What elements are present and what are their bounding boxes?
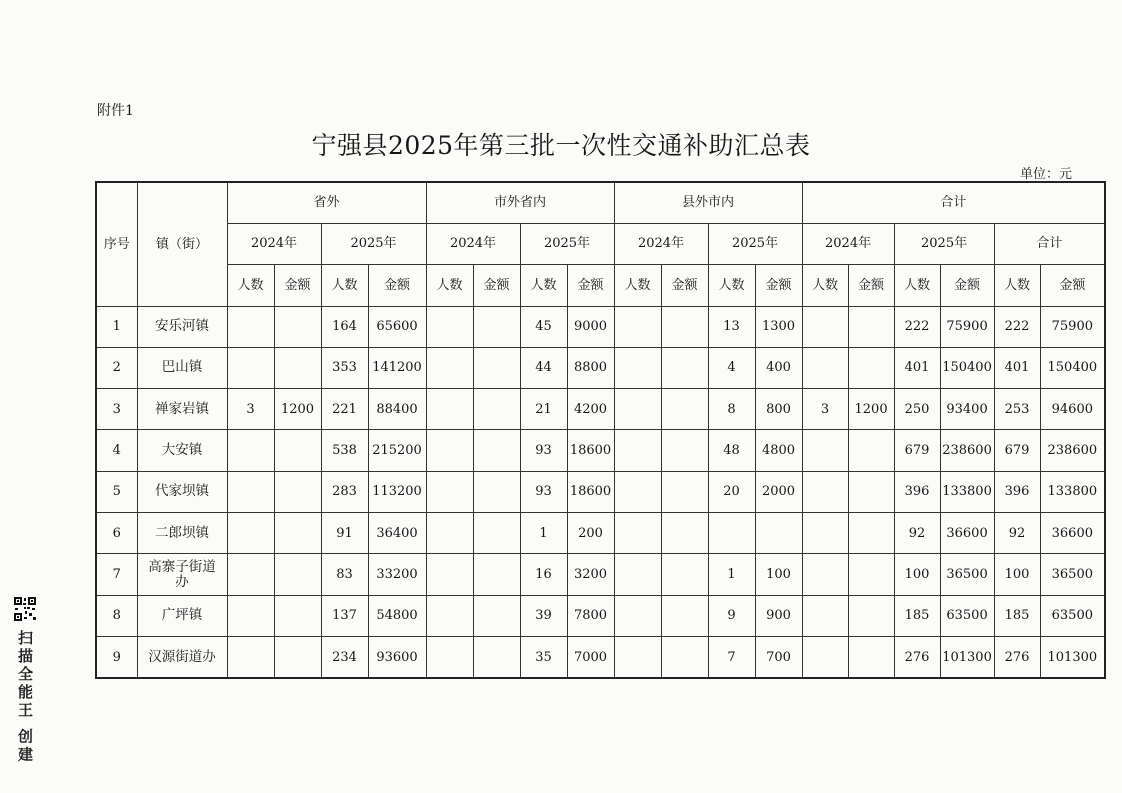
people-count-header: 人数: [426, 264, 473, 306]
value-cell: [426, 471, 473, 512]
value-cell: [802, 554, 848, 595]
value-cell: [708, 513, 755, 554]
value-cell: 1: [520, 513, 567, 554]
value-cell: 36600: [940, 513, 994, 554]
value-cell: 283: [321, 471, 368, 512]
value-cell: [661, 306, 708, 347]
value-cell: 33200: [368, 554, 426, 595]
value-cell: 36400: [368, 513, 426, 554]
value-cell: [614, 430, 661, 471]
amount-header: 金额: [940, 264, 994, 306]
value-cell: [227, 513, 274, 554]
value-cell: [848, 347, 894, 388]
value-cell: [473, 306, 520, 347]
value-cell: [802, 306, 848, 347]
value-cell: 150400: [1040, 347, 1105, 388]
value-cell: [848, 554, 894, 595]
row-seq-cell: 5: [96, 471, 137, 512]
table-row: [96, 347, 1105, 388]
value-cell: [274, 554, 321, 595]
value-cell: [473, 513, 520, 554]
value-cell: 401: [994, 347, 1040, 388]
value-cell: [426, 637, 473, 678]
value-cell: 137: [321, 595, 368, 636]
row-seq-cell: 2: [96, 347, 137, 388]
value-cell: [473, 595, 520, 636]
value-cell: [227, 595, 274, 636]
value-cell: 900: [755, 595, 802, 636]
town-name-cell: 广坪镇: [137, 595, 227, 636]
town-name-cell: 禅家岩镇: [137, 389, 227, 430]
value-cell: 113200: [368, 471, 426, 512]
town-name-cell: 代家坝镇: [137, 471, 227, 512]
value-cell: 4200: [567, 389, 614, 430]
value-cell: [227, 347, 274, 388]
value-cell: [227, 306, 274, 347]
value-cell: 538: [321, 430, 368, 471]
value-cell: 8: [708, 389, 755, 430]
value-cell: [755, 513, 802, 554]
value-cell: [661, 513, 708, 554]
value-cell: [274, 347, 321, 388]
value-cell: 7800: [567, 595, 614, 636]
value-cell: [614, 513, 661, 554]
value-cell: [661, 430, 708, 471]
value-cell: 222: [994, 306, 1040, 347]
value-cell: 21: [520, 389, 567, 430]
value-cell: 396: [894, 471, 940, 512]
qr-code-icon: [13, 596, 37, 622]
value-cell: 141200: [368, 347, 426, 388]
table-row: [96, 637, 1105, 678]
value-cell: 401: [894, 347, 940, 388]
value-cell: [473, 471, 520, 512]
year-2025-header: 2025年: [708, 223, 802, 264]
value-cell: 18600: [567, 430, 614, 471]
table-row: [96, 430, 1105, 471]
value-cell: 1300: [755, 306, 802, 347]
value-cell: [614, 306, 661, 347]
amount-header: 金额: [848, 264, 894, 306]
value-cell: 45: [520, 306, 567, 347]
value-cell: [426, 306, 473, 347]
value-cell: [274, 513, 321, 554]
scan-watermark: [11, 596, 39, 776]
value-cell: 91: [321, 513, 368, 554]
town-name-cell: 汉源街道办: [137, 637, 227, 678]
people-count-header: 人数: [614, 264, 661, 306]
town-name-cell: 高寨子街道办: [137, 554, 227, 595]
value-cell: [614, 471, 661, 512]
value-cell: [848, 637, 894, 678]
value-cell: [614, 347, 661, 388]
value-cell: 7: [708, 637, 755, 678]
value-cell: 400: [755, 347, 802, 388]
value-cell: [227, 430, 274, 471]
town-name-cell: 二郎坝镇: [137, 513, 227, 554]
value-cell: [614, 389, 661, 430]
value-cell: [426, 389, 473, 430]
value-cell: 164: [321, 306, 368, 347]
year-2025-header: 2025年: [520, 223, 614, 264]
value-cell: 185: [894, 595, 940, 636]
value-cell: 238600: [1040, 430, 1105, 471]
value-cell: [848, 513, 894, 554]
town-name-cell: 大安镇: [137, 430, 227, 471]
value-cell: 100: [994, 554, 1040, 595]
year-2025-header: 2025年: [894, 223, 994, 264]
table-row: [96, 471, 1105, 512]
value-cell: [661, 637, 708, 678]
value-cell: [802, 637, 848, 678]
value-cell: [274, 595, 321, 636]
value-cell: 679: [894, 430, 940, 471]
value-cell: 63500: [1040, 595, 1105, 636]
value-cell: [661, 347, 708, 388]
row-seq-cell: 4: [96, 430, 137, 471]
value-cell: 92: [994, 513, 1040, 554]
value-cell: 16: [520, 554, 567, 595]
value-cell: [426, 513, 473, 554]
value-cell: 18600: [567, 471, 614, 512]
value-cell: 133800: [940, 471, 994, 512]
value-cell: [426, 595, 473, 636]
value-cell: 39: [520, 595, 567, 636]
value-cell: [848, 471, 894, 512]
scan-watermark-text: 扫描全能王 创建: [16, 630, 34, 765]
value-cell: 63500: [940, 595, 994, 636]
value-cell: [848, 595, 894, 636]
year-2024-header: 2024年: [227, 223, 321, 264]
value-cell: 700: [755, 637, 802, 678]
value-cell: [426, 554, 473, 595]
value-cell: 396: [994, 471, 1040, 512]
amount-header: 金额: [755, 264, 802, 306]
value-cell: [802, 430, 848, 471]
table-row: [96, 389, 1105, 430]
value-cell: 83: [321, 554, 368, 595]
value-cell: [227, 637, 274, 678]
value-cell: [227, 554, 274, 595]
value-cell: 100: [894, 554, 940, 595]
value-cell: 9000: [567, 306, 614, 347]
value-cell: 3: [227, 389, 274, 430]
amount-header: 金额: [473, 264, 520, 306]
row-seq-cell: 3: [96, 389, 137, 430]
total-subtotal-header: 合计: [994, 223, 1105, 264]
row-seq-cell: 6: [96, 513, 137, 554]
value-cell: 353: [321, 347, 368, 388]
value-cell: [473, 554, 520, 595]
value-cell: 54800: [368, 595, 426, 636]
year-2024-header: 2024年: [426, 223, 520, 264]
value-cell: 221: [321, 389, 368, 430]
value-cell: [661, 389, 708, 430]
value-cell: 7000: [567, 637, 614, 678]
header-town: 镇（街）: [137, 182, 227, 306]
value-cell: 44: [520, 347, 567, 388]
value-cell: 800: [755, 389, 802, 430]
value-cell: 88400: [368, 389, 426, 430]
unit-label: 单位：元: [1020, 167, 1073, 182]
table-row: [96, 306, 1105, 347]
value-cell: [473, 637, 520, 678]
value-cell: 75900: [940, 306, 994, 347]
header-outside-city-in-province: 市外省内: [426, 182, 614, 223]
value-cell: 8800: [567, 347, 614, 388]
amount-header: 金额: [1040, 264, 1105, 306]
value-cell: 3200: [567, 554, 614, 595]
value-cell: 276: [894, 637, 940, 678]
row-seq-cell: 8: [96, 595, 137, 636]
year-2024-header: 2024年: [614, 223, 708, 264]
table-row: [96, 554, 1105, 595]
value-cell: 276: [994, 637, 1040, 678]
value-cell: [274, 471, 321, 512]
value-cell: 20: [708, 471, 755, 512]
table-row: [96, 513, 1105, 554]
subsidy-summary-table: [95, 181, 1106, 679]
value-cell: [426, 430, 473, 471]
value-cell: 3: [802, 389, 848, 430]
header-outside-province: 省外: [227, 182, 426, 223]
value-cell: [848, 430, 894, 471]
value-cell: 93: [520, 430, 567, 471]
value-cell: 4800: [755, 430, 802, 471]
people-count-header: 人数: [802, 264, 848, 306]
value-cell: [473, 347, 520, 388]
value-cell: 92: [894, 513, 940, 554]
value-cell: [661, 554, 708, 595]
value-cell: 101300: [1040, 637, 1105, 678]
town-name-cell: 安乐河镇: [137, 306, 227, 347]
value-cell: 101300: [940, 637, 994, 678]
value-cell: 36500: [1040, 554, 1105, 595]
value-cell: [802, 347, 848, 388]
value-cell: 215200: [368, 430, 426, 471]
document-title: 宁强县2025年第三批一次性交通补助汇总表: [311, 131, 811, 160]
value-cell: [274, 637, 321, 678]
value-cell: [614, 595, 661, 636]
header-total: 合计: [802, 182, 1105, 223]
value-cell: 1200: [274, 389, 321, 430]
value-cell: 94600: [1040, 389, 1105, 430]
value-cell: 75900: [1040, 306, 1105, 347]
value-cell: 133800: [1040, 471, 1105, 512]
value-cell: [227, 471, 274, 512]
value-cell: 150400: [940, 347, 994, 388]
value-cell: 48: [708, 430, 755, 471]
people-count-header: 人数: [894, 264, 940, 306]
value-cell: [802, 595, 848, 636]
value-cell: 250: [894, 389, 940, 430]
value-cell: [274, 430, 321, 471]
value-cell: 4: [708, 347, 755, 388]
value-cell: 1200: [848, 389, 894, 430]
year-2025-header: 2025年: [321, 223, 426, 264]
value-cell: [802, 471, 848, 512]
value-cell: 13: [708, 306, 755, 347]
amount-header: 金额: [368, 264, 426, 306]
value-cell: 185: [994, 595, 1040, 636]
amount-header: 金额: [567, 264, 614, 306]
attachment-label: 附件1: [97, 103, 134, 119]
value-cell: 93600: [368, 637, 426, 678]
row-seq-cell: 9: [96, 637, 137, 678]
value-cell: [661, 471, 708, 512]
amount-header: 金额: [661, 264, 708, 306]
value-cell: 679: [994, 430, 1040, 471]
row-seq-cell: 7: [96, 554, 137, 595]
value-cell: 222: [894, 306, 940, 347]
value-cell: [614, 637, 661, 678]
value-cell: 1: [708, 554, 755, 595]
value-cell: [473, 430, 520, 471]
town-name-cell: 巴山镇: [137, 347, 227, 388]
value-cell: 36500: [940, 554, 994, 595]
people-count-header: 人数: [994, 264, 1040, 306]
header-outside-county-in-city: 县外市内: [614, 182, 802, 223]
value-cell: 93400: [940, 389, 994, 430]
table-row: [96, 595, 1105, 636]
value-cell: [661, 595, 708, 636]
people-count-header: 人数: [520, 264, 567, 306]
value-cell: 36600: [1040, 513, 1105, 554]
value-cell: 200: [567, 513, 614, 554]
value-cell: 9: [708, 595, 755, 636]
header-seq: 序号: [96, 182, 137, 306]
amount-header: 金额: [274, 264, 321, 306]
value-cell: [274, 306, 321, 347]
value-cell: [426, 347, 473, 388]
value-cell: [802, 513, 848, 554]
value-cell: 93: [520, 471, 567, 512]
people-count-header: 人数: [708, 264, 755, 306]
value-cell: [614, 554, 661, 595]
row-seq-cell: 1: [96, 306, 137, 347]
people-count-header: 人数: [321, 264, 368, 306]
people-count-header: 人数: [227, 264, 274, 306]
value-cell: 238600: [940, 430, 994, 471]
value-cell: 2000: [755, 471, 802, 512]
value-cell: 65600: [368, 306, 426, 347]
value-cell: 234: [321, 637, 368, 678]
value-cell: [473, 389, 520, 430]
value-cell: [848, 306, 894, 347]
year-2024-header: 2024年: [802, 223, 894, 264]
value-cell: 35: [520, 637, 567, 678]
value-cell: 100: [755, 554, 802, 595]
value-cell: 253: [994, 389, 1040, 430]
